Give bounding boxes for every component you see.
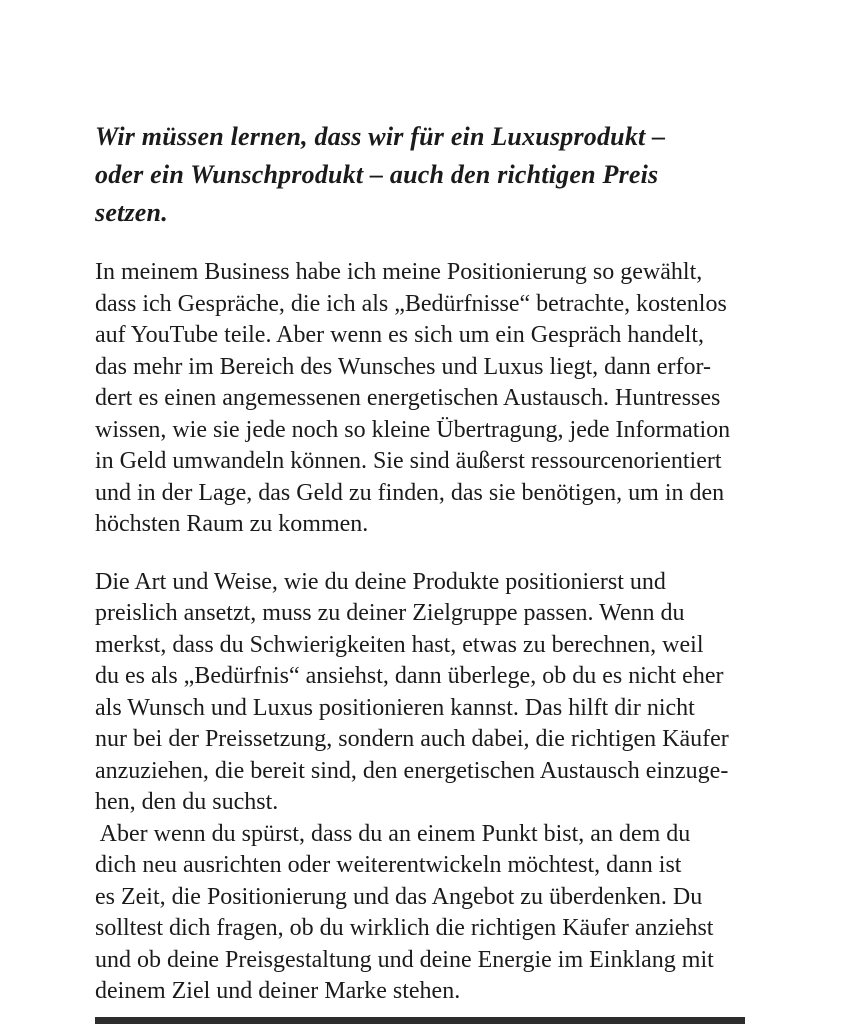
bottom-bar [95, 1017, 745, 1024]
chapter-heading [95, 118, 755, 232]
text-line: anzuziehen, die bereit sind, den energetischen Austausch einzuge- [95, 757, 729, 784]
text-line: dert es einen angemessenen energetischen Austausch. Huntresses [95, 385, 721, 411]
text-line: merkst, dass du Schwierigkeiten hast, etwas zu berechnen, weil [95, 631, 704, 658]
text-line: In meinem Business habe ich meine Positionierung so gewählt, [95, 259, 703, 285]
text-line: solltest dich fragen, ob du wirklich die richtigen Käufer anziehst [95, 915, 714, 941]
text-line: wissen, wie sie jede noch so kleine Übertragung, jede Information [95, 416, 731, 443]
text-line: dich neu ausrichten oder weiterentwickeln möchtest, dann ist [95, 852, 682, 878]
text-line: setzen. [95, 198, 168, 227]
text-line: deinem Ziel und deiner Marke stehen. [95, 978, 461, 1004]
text-line: es Zeit, die Positionierung und das Angebot zu überdenken. Du [95, 883, 703, 910]
text-line: du es als „Bedürfnis“ ansiehst, dann überlege, ob du es nicht eher [95, 663, 724, 689]
text-line: in Geld umwandeln können. Sie sind äußerst ressourcenorientiert [95, 448, 722, 474]
body-paragraph-1 [95, 257, 755, 541]
text-line: oder ein Wunschprodukt – auch den richtigen Preis [95, 160, 659, 189]
text-line: das mehr im Bereich des Wunsches und Luxus liegt, dann erfor- [95, 353, 711, 380]
text-line: Wir müssen lernen, dass wir für ein Luxusprodukt – [95, 122, 666, 151]
text-line: nur bei der Preissetzung, sondern auch dabei, die richtigen Käufer [95, 726, 729, 752]
text-line: und ob deine Preisgestaltung und deine Energie im Einklang mit [95, 946, 714, 973]
text-column [95, 118, 755, 1008]
text-line: hen, den du suchst. [95, 789, 279, 815]
text-line: und in der Lage, das Geld zu finden, das sie benötigen, um in den [95, 479, 725, 506]
text-line: Die Art und Weise, wie du deine Produkte positionierst und [95, 568, 666, 595]
text-line: preislich ansetzt, muss zu deiner Zielgruppe passen. Wenn du [95, 600, 685, 626]
text-line: Aber wenn du spürst, dass du an einem Punkt bist, an dem du [95, 820, 691, 847]
body-paragraph-3 [95, 819, 755, 1008]
text-line: auf YouTube teile. Aber wenn es sich um ein Gespräch handelt, [95, 322, 704, 348]
text-line: als Wunsch und Luxus positionieren kannst. Das hilft dir nicht [95, 694, 695, 721]
text-line: höchsten Raum zu kommen. [95, 511, 369, 537]
text-line: dass ich Gespräche, die ich als „Bedürfnisse“ betrachte, kostenlos [95, 290, 727, 317]
body-paragraph-2 [95, 567, 755, 819]
